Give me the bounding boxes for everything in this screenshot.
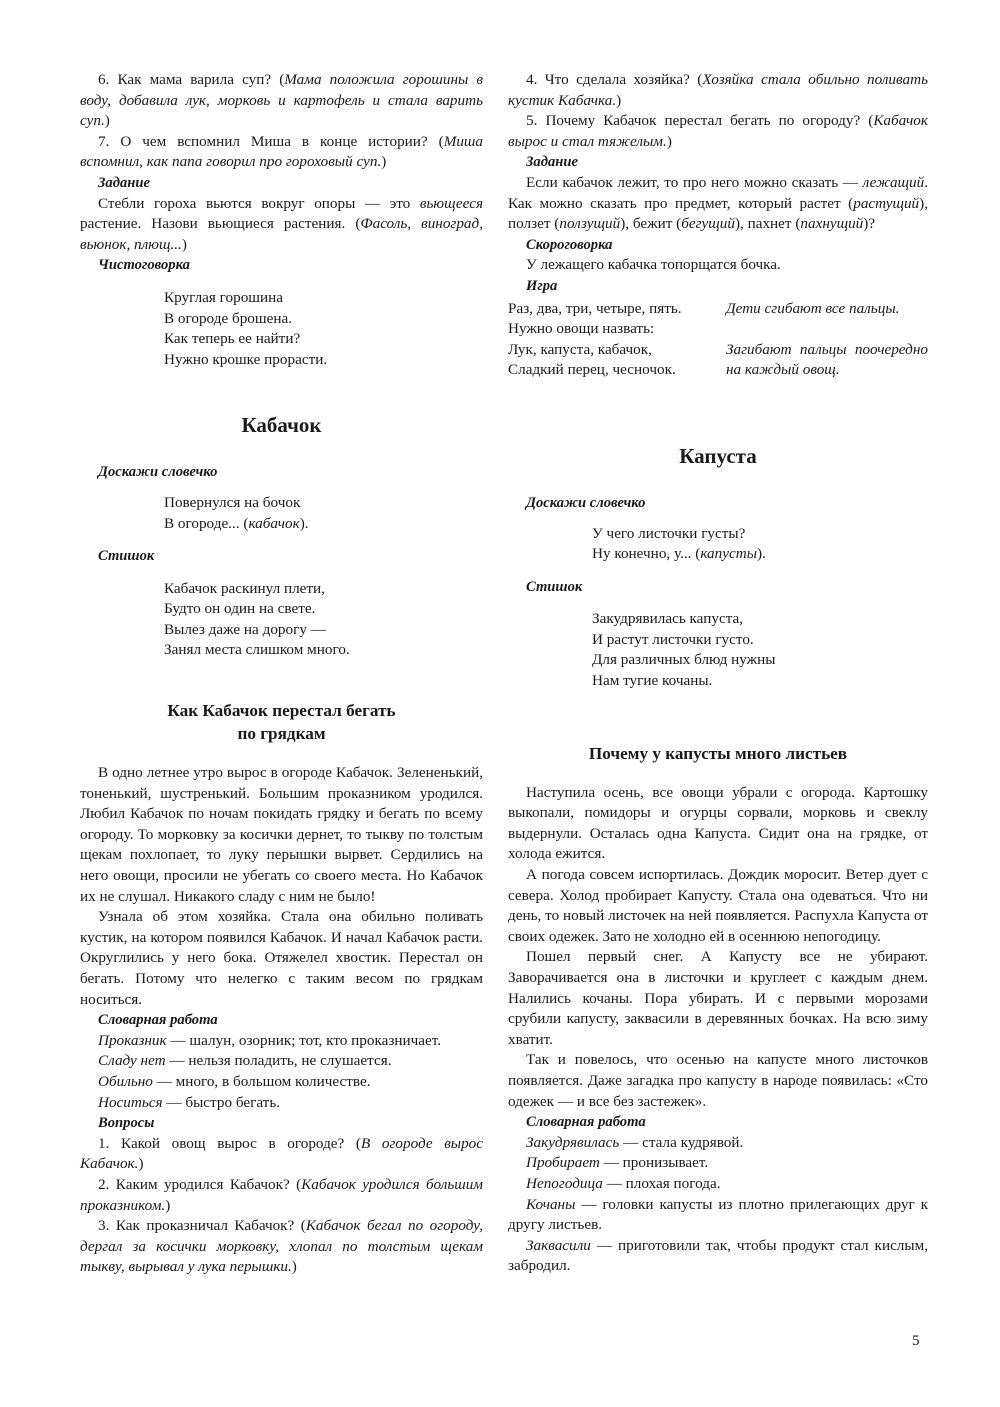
game-instruction: Загибают пальцы поочередно на каждый овощ. [726,340,928,379]
verse-line: Вылез даже на дорогу — [164,620,326,638]
question-item: 2. Каким уродился Кабачок? (Кабачок уродился большим проказником.) [80,1175,483,1214]
verse-line: В огороде... (кабачок). [164,514,309,532]
verse-line: Нам тугие кочаны. [592,672,713,690]
task-heading: Задание [98,174,150,191]
task-text: Стебли гороха вьются вокруг опоры — это вьющееся растение. Назови вьющиеся растения. (Фасоль, виноград, вьюнок, плющ...) [80,194,484,253]
verse-line: Ну конечно, у... (капусты). [592,545,766,563]
game-line: Лук, капуста, кабачок, Сладкий перец, чесночок. [508,340,676,379]
verse-line: Занял места слишком много. [164,641,350,659]
poem-verse [80,579,483,661]
game-instruction: Дети сгибают все пальцы. [726,299,900,317]
verse-line: Круглая горошина [164,288,283,306]
vocab-entry: Проказник — шалун, озорник; тот, кто проказничает. [98,1031,442,1049]
questions-heading: Вопросы [98,1115,155,1132]
game-heading: Игра [526,277,558,294]
poem-heading: Стишок [526,578,583,595]
question-item: 3. Как проказничал Кабачок? (Кабачок бегал по огороду, дергал за косички морковку, хлопал по толстым щекам тыкву, вырывал у лука перышки.) [80,1217,483,1276]
story-title: Почему у капусты много листьев [588,743,848,763]
verse-line: Будто он один на свете. [164,600,316,618]
game-line: Раз, два, три, четыре, пять. Нужно овощи назвать: [508,299,682,338]
section-title-kabachok: Кабачок [241,413,322,438]
story-paragraph: Наступила осень, все овощи убрали с огорода. Картошку выкопали, помидоры и огурцы сорвали, морковь и свеклу выдернули. Осталась одна Капуста. Сидит она на грядке, от холода ежится. [508,783,928,863]
verse-line: В огороде брошена. [164,309,292,327]
vocab-heading: Словарная работа [526,1114,646,1131]
poem-heading: Стишок [98,548,155,565]
story-paragraph: Пошел первый снег. А Капусту все не убирают. Заворачивается она в листочки и круглеет с каждым днем. Налились кочаны. Пора убирать. И с первыми морозами срубили капусту, заквасили в деревянных бочках. На всю зиму хватит. [508,948,928,1048]
task-text: Если кабачок лежит, то про него можно сказать — лежащий. Как можно сказать про предмет, который растет (растущий), ползет (ползущий), бежит (бегущий), пахнет (пахнущий)? [508,173,928,233]
riddle-heading: Доскажи словечко [526,494,646,511]
verse-line: И растут листочки густо. [592,630,754,648]
vocab-entry: Закудрявилась — стала кудрявой. [526,1133,744,1151]
question-4: 4. Что сделала хозяйка? (Хозяйка стала обильно поливать кустик Кабачка.) [508,71,928,109]
vocab-entry: Пробирает — пронизывает. [526,1154,709,1172]
verse-line: У чего листочки густы? [592,524,746,542]
vocab-entry: Непогодица — плохая погода. [526,1174,721,1192]
question-7: 7. О чем вспомнил Миша в конце истории? (Миша вспомнил, как папа говорил про гороховый суп.) [80,132,483,171]
question-item: 1. Какой овощ вырос в огороде? (В огороде вырос Кабачок.) [80,1134,483,1173]
page-number: 5 [912,1333,920,1349]
story-paragraph: Узнала об этом хозяйка. Стала она обильно поливать кустик, на котором появился Кабачок. И начал Кабачок расти. Округлились у него бока. Отяжелел хвостик. Перестал он бегать. Потому что нелегко с таким весом по грядкам носиться. [80,908,483,1008]
story-title: Как Кабачок перестал бегать по грядкам [167,701,396,744]
riddle-verse [508,524,928,565]
right-column [508,70,928,1277]
riddle-verse [80,493,483,534]
verse-line: Как теперь ее найти? [164,330,301,348]
section-title-kapusta: Капуста [679,443,757,468]
verse-line: Для различных блюд нужны [592,651,776,669]
vocab-entry: Сладу нет — нельзя поладить, не слушается. [98,1052,392,1070]
tongue-twister-verse [80,288,483,370]
question-5: 5. Почему Кабачок перестал бегать по огороду? (Кабачок вырос и стал тяжелым.) [508,112,928,150]
tongue-twister-heading: Скороговорка [526,236,613,253]
riddle-heading: Доскажи словечко [98,464,218,481]
verse-line: Закудрявилась капуста, [592,610,744,628]
vocab-heading: Словарная работа [98,1012,218,1029]
verse-line: Нужно крошке прорасти. [164,350,328,368]
poem-verse [508,609,928,691]
vocab-entry: Кочаны — головки капусты из плотно прилегающих друг к другу листьев. [508,1195,928,1234]
verse-line: Повернулся на бочок [164,493,301,511]
left-column [80,70,483,1278]
question-6: 6. Как мама варила суп? (Мама положила горошины в воду, добавила лук, морковь и картофель и стала варить суп.) [80,71,483,130]
verse-line: Кабачок раскинул плети, [164,579,325,597]
story-paragraph: Так и повелось, что осенью на капусте много листочков появляется. Даже загадка про капусту в народе появилась: «Сто одежек — и все без застежек». [508,1051,928,1110]
task-heading: Задание [526,154,578,171]
vocab-entry: Заквасили — приготовили так, чтобы продукт стал кислым, забродил. [508,1236,928,1275]
tongue-twister-text: У лежащего кабачка топорщатся бочка. [526,256,781,274]
vocab-entry: Обильно — много, в большом количестве. [98,1072,371,1090]
story-paragraph: В одно летнее утро вырос в огороде Кабачок. Зелененький, тоненький, шустренький. Большим проказником уродился. Любил Кабачок по ночам покидать грядку и бегать по всему огороду. То морковку за косички дернет, то тыкву по толстым щекам похлопает, то луку перышки вырвет. Сердились на него овощи, просили не убегать со своего места. Но Кабачок их не слушал. Никакого сладу с ним не было! [80,764,483,905]
tongue-twister-heading: Чистоговорка [98,257,190,274]
vocab-entry: Носиться — быстро бегать. [98,1093,281,1111]
story-paragraph: А погода совсем испортилась. Дождик моросит. Ветер дует с севера. Холод пробирает Капусту. Стала она одеваться. Что ни день, то новый листочек на ней появляется. Распухла Капуста от своих одежек. Зато не холодно ей в осеннюю непогодицу. [508,866,928,945]
finger-game [508,299,928,381]
